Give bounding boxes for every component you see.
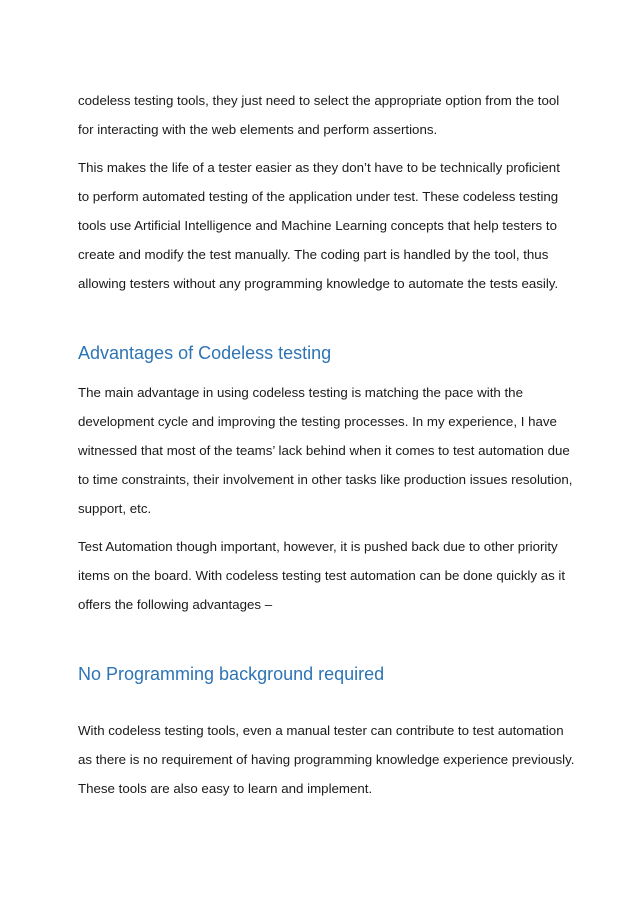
text-line: to perform automated testing of the application under test. These codeless testing <box>78 189 559 204</box>
text-line: as there is no requirement of having programming knowledge experience previously. <box>78 752 575 767</box>
paragraph-main-advantage <box>78 378 578 523</box>
text-line: create and modify the test manually. The coding part is handled by the tool, thus <box>78 247 549 262</box>
document-content <box>78 86 578 803</box>
paragraph-manual-tester <box>78 716 578 803</box>
paragraph-test-automation <box>78 532 578 619</box>
text-line: With codeless testing tools, even a manual tester can contribute to test automation <box>78 723 564 738</box>
text-line: This makes the life of a tester easier as they don’t have to be technically proficient <box>78 160 560 175</box>
text-line: for interacting with the web elements and perform assertions. <box>78 122 438 137</box>
text-line: witnessed that most of the teams’ lack behind when it comes to test automation due <box>78 443 570 458</box>
section-heading-no-programming: No Programming background required <box>78 664 385 684</box>
text-line: tools use Artificial Intelligence and Machine Learning concepts that help testers to <box>78 218 557 233</box>
text-line: Test Automation though important, however, it is pushed back due to other priority <box>78 539 558 554</box>
text-line: allowing testers without any programming knowledge to automate the tests easily. <box>78 276 559 291</box>
section-heading-advantages: Advantages of Codeless testing <box>78 343 332 363</box>
text-line: These tools are also easy to learn and implement. <box>78 781 373 796</box>
text-line: The main advantage in using codeless testing is matching the pace with the <box>78 385 523 400</box>
text-line: development cycle and improving the testing processes. In my experience, I have <box>78 414 557 429</box>
paragraph-tester-life <box>78 153 578 298</box>
text-line: offers the following advantages – <box>78 597 273 612</box>
text-line: support, etc. <box>78 501 152 516</box>
text-line: codeless testing tools, they just need to select the appropriate option from the tool <box>78 93 560 108</box>
text-line: to time constraints, their involvement in other tasks like production issues resolution, <box>78 472 573 487</box>
text-line: items on the board. With codeless testing test automation can be done quickly as it <box>78 568 566 583</box>
paragraph-intro-continued <box>78 86 578 144</box>
